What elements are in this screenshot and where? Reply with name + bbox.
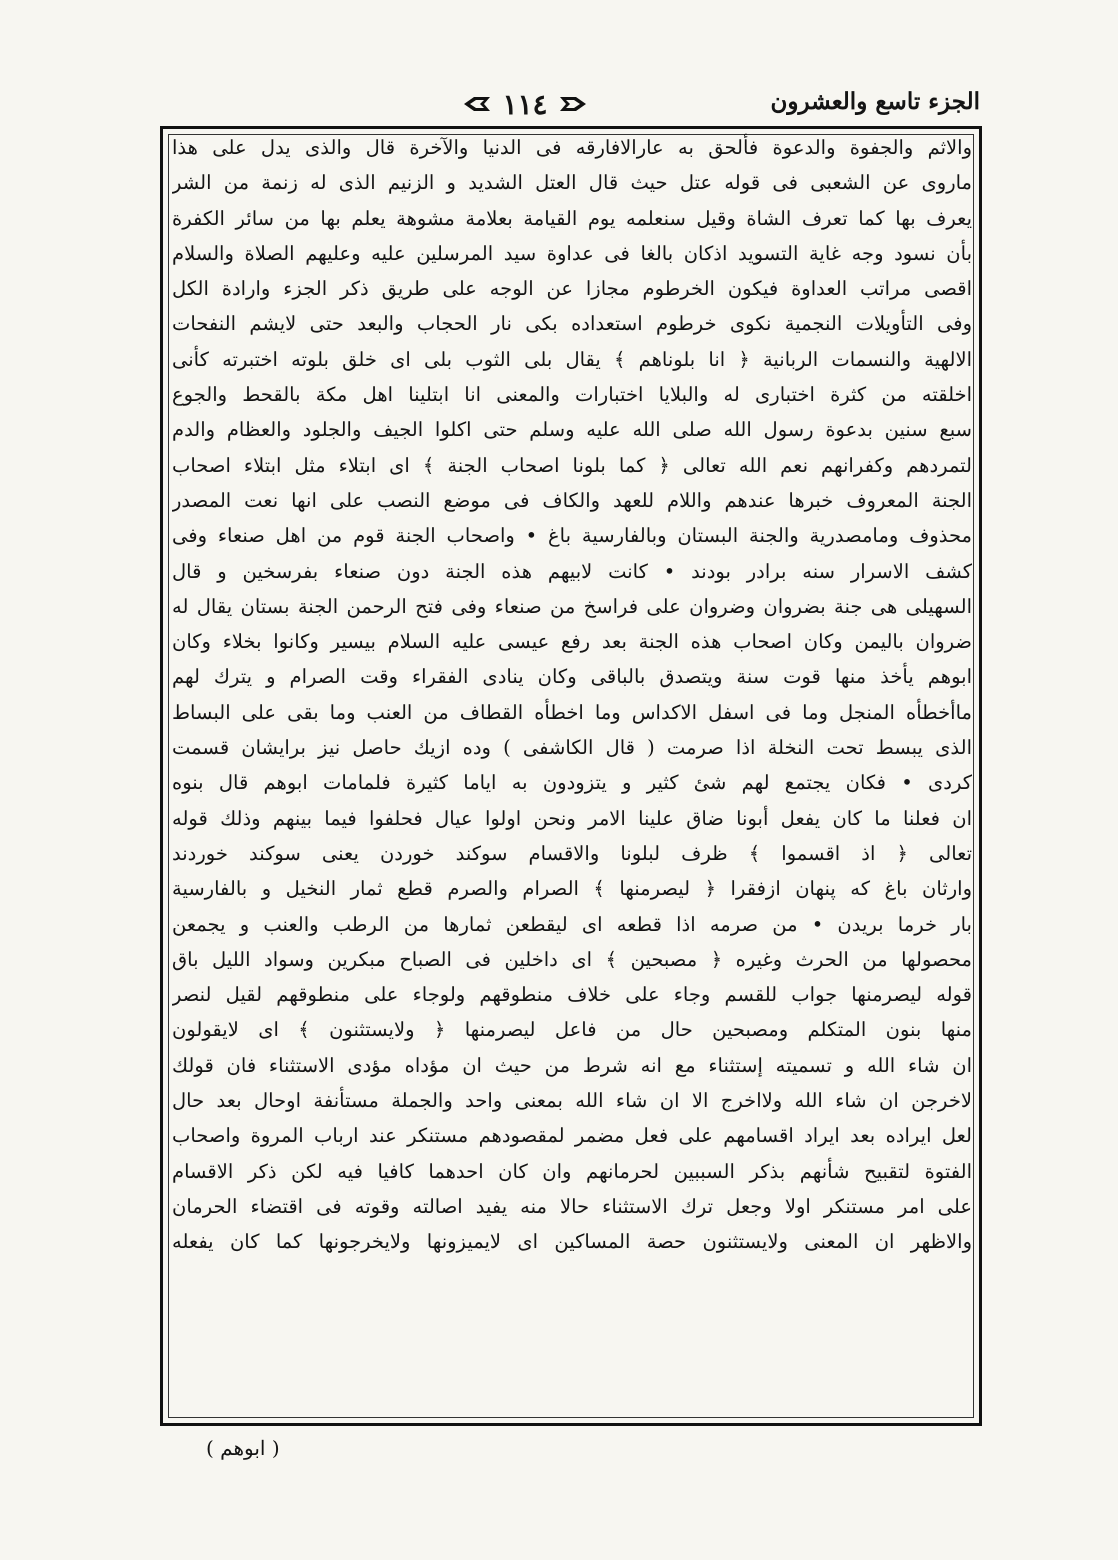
text-line: الذى يبسط تحت النخلة اذا صرمت ( قال الكاشفى ) وده ازيك حاصل نيز برايشان قسمت xyxy=(172,736,972,760)
text-line: ماروى عن الشعبى فى قوله عتل حيث قال العتل الشديد و الزنيم الذى له زنمة من الشر xyxy=(172,171,972,195)
text-line: يعرف بها كما تعرف الشاة وقيل سنعلمه يوم القيامة بعلامة مشوهة يعلم بها من سائر الكفرة xyxy=(172,206,972,230)
catchword: ( ابوهم ) xyxy=(206,1436,280,1460)
running-title: الجزء تاسع والعشرون xyxy=(770,88,980,115)
text-line: اقصى مراتب العداوة فيكون الخرطوم مجازا عن الوجه على طريق ذكر الجزء وارادة الكل xyxy=(172,277,972,301)
page-header xyxy=(162,82,980,126)
text-line: ان شاء الله و تسميته إستثناء مع انه شرط من حيث ان مؤداه مؤدى الاستثناء فان قولك xyxy=(172,1053,972,1077)
text-line: منها بنون المتكلم ومصبحين حال من فاعل ليصرمنها ﴿ ولايستثنون ﴾ اى لايقولون xyxy=(172,1018,972,1042)
text-line: لعل ايراده بعد ايراد اقسامهم على فعل مضمر لمقصودهم مستنكر عند ارباب المروة واصحاب xyxy=(172,1124,972,1148)
text-line: والاظهر ان المعنى ولايستثنون حصة المساكين اى لايميزونها ولايخرجونها كما كان يفعله xyxy=(172,1230,972,1254)
page-number-group xyxy=(450,84,600,124)
text-line: ماأخطأه المنجل وما فى اسفل الاكداس وما اخطأه القطاف من العنب وما بقى على البساط xyxy=(172,700,972,724)
text-line: كشف الاسرار سنه برادر بودند • كانت لابيهم هذه الجنة دون صنعاء بفرسخين و قال xyxy=(172,559,972,583)
text-line: اخلقته من كثرة اختبارى له والبلايا اختبارات والمعنى انا ابتلينا اهل مكة بالقحط والجوع xyxy=(172,383,972,407)
text-line: وفى التأويلات النجمية نكوى خرطوم استعداده بكى نار الحجاب والبعد حتى لايشم النفحات xyxy=(172,312,972,336)
text-line: بأن نسود وجه غاية التسويد اذكان بالغا فى عداوة سيد المرسلين عليه وعليهم الصلاة والسلام xyxy=(172,241,972,265)
text-line: تعالى ﴿ اذ اقسموا ﴾ ظرف لبلونا والاقسام سوكند خوردن يعنى سوكند خوردند xyxy=(172,841,972,865)
text-line: الفتوة لتقبيح شأنهم بذكر السببين لحرمانهم وان كان احدهما كافيا فيه لكن ذكر الاقسام xyxy=(172,1159,972,1183)
text-line: الجنة المعروف خبرها عندهم واللام للعهد والكاف فى موضع النصب على انها نعت المصدر xyxy=(172,488,972,512)
text-line: بار خرما بريدن • من صرمه اذا قطعه اى ليقطعن ثمارها من الرطب والعنب و يجمعن xyxy=(172,912,972,936)
page-number: ١١٤ xyxy=(502,87,548,121)
text-line: الالهية والنسمات الربانية ﴿ انا بلوناهم ﴾ يقال بلى الثوب بلى اى خلق بلوته اختبرته كأنى xyxy=(172,347,972,371)
text-line: محذوف ومامصدرية والجنة البستان وبالفارسية باغ • واصحاب الجنة قوم من اهل صنعاء وفى xyxy=(172,524,972,548)
text-line: ابوهم يأخذ منها قوت سنة ويتصدق بالباقى وكان ينادى الفقراء وقت الصرام و يترك لهم xyxy=(172,665,972,689)
text-line: ضروان باليمن وكان اصحاب هذه الجنة بعد رفع عيسى عليه السلام بيسير وكانوا بخلاء وكان xyxy=(172,630,972,654)
text-line: السهيلى هى جنة بضروان وضروان على فراسخ من صنعاء وفى فتح الرحمن الجنة بستان يقال له xyxy=(172,594,972,618)
text-line: محصولها من الحرث وغيره ﴿ مصبحين ﴾ اى داخلين فى الصباح مبكرين وسواد الليل باق xyxy=(172,947,972,971)
text-line: سبع سنين بدعوة رسول الله صلى الله عليه وسلم حتى اكلوا الجيف والجلود والعظام والدم xyxy=(172,418,972,442)
text-line: لاخرجن ان شاء الله ولااخرج الا ان شاء الله بمعنى واحد والجملة مستأنفة اوحال بعد حال xyxy=(172,1089,972,1113)
text-line: وارثان باغ كه پنهان ازفقرا ﴿ ليصرمنها ﴾ الصرام والصرم قطع ثمار النخيل و بالفارسية xyxy=(172,877,972,901)
main-text xyxy=(172,130,972,1400)
right-ornament-icon xyxy=(558,94,588,114)
text-line: قوله ليصرمنها جواب للقسم وجاء على خلاف منطوقهم ولوجاء على منطوقهم لقيل لنصر xyxy=(172,983,972,1007)
text-line: على امر مستنكر اولا وجعل ترك الاستثناء حالا منه يفيد اصالته وقوته فى اقتضاء الحرمان xyxy=(172,1194,972,1218)
text-line: لتمردهم وكفرانهم نعم الله تعالى ﴿ كما بلونا اصحاب الجنة ﴾ اى ابتلاء مثل ابتلاء اصحاب xyxy=(172,453,972,477)
text-line: ان فعلنا ما كان يفعل أبونا ضاق علينا الامر ونحن اولوا عيال فحلفوا فيما بينهم وذلك قوله xyxy=(172,806,972,830)
text-line: والاثم والجفوة والدعوة فألحق به عارالافارقه فى الدنيا والآخرة قال والذى يدل على هذا xyxy=(172,136,972,159)
left-ornament-icon xyxy=(462,94,492,114)
text-line: كردى • فكان يجتمع لهم شئ كثير و يتزودون به اياما كثيرة فلمامات ابوهم قال بنوه xyxy=(172,771,972,795)
